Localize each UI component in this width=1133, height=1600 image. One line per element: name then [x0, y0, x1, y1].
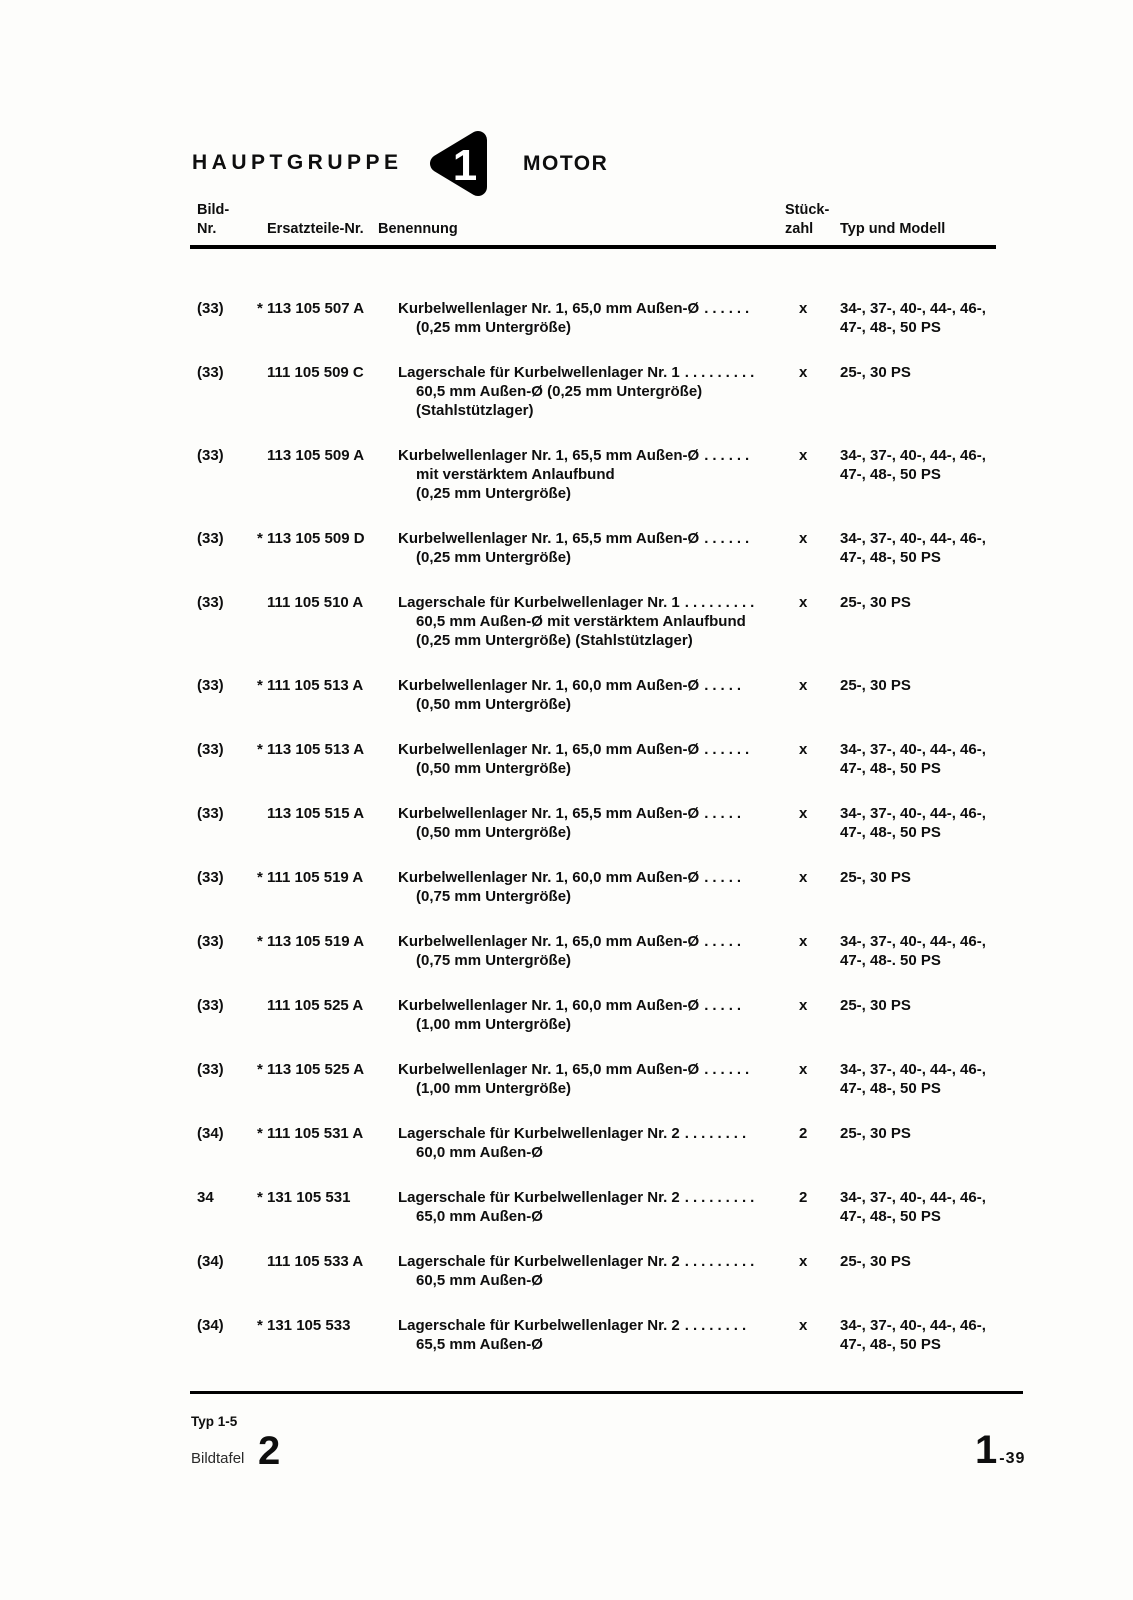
- model-line: 47-, 48-, 50 PS: [840, 319, 941, 336]
- stueckzahl-value: x: [799, 677, 808, 694]
- model-line: 34-, 37-, 40-, 44-, 46-,: [840, 530, 986, 547]
- bild-nr-cell: [193, 804, 255, 823]
- part-name-text: Lagerschale für Kurbelwellenlager Nr. 1: [398, 594, 680, 611]
- stueckzahl-cell: [785, 1316, 840, 1335]
- page-number-rest: -39: [999, 1450, 1026, 1467]
- footer-divider-rule: [190, 1391, 1023, 1394]
- dot-leaders: .........: [684, 364, 759, 381]
- column-header-benennung: Benennung: [378, 221, 458, 237]
- part-number-value: 111 105 519 A: [267, 869, 364, 886]
- part-number-cell: [255, 446, 390, 465]
- bild-nr-cell: [193, 1188, 255, 1207]
- table-row: [193, 996, 1093, 1034]
- part-number-cell: [255, 593, 390, 612]
- model-line: 34-, 37-, 40-, 44-, 46-,: [840, 300, 986, 317]
- benennung-cell: [390, 740, 785, 778]
- benennung-cell: [390, 996, 785, 1034]
- part-name-text: Lagerschale für Kurbelwellenlager Nr. 2: [398, 1253, 680, 1270]
- part-detail-line: (1,00 mm Untergröße): [416, 1016, 572, 1033]
- benennung-cell: [390, 529, 785, 567]
- part-name-line: [398, 1316, 785, 1335]
- model-line: 47-, 48-, 50 PS: [840, 1336, 941, 1353]
- asterisk-mark: *: [257, 741, 263, 758]
- table-row: [193, 676, 1093, 714]
- benennung-cell: [390, 446, 785, 503]
- part-name-text: Lagerschale für Kurbelwellenlager Nr. 1: [398, 364, 680, 381]
- typ-modell-cell: [840, 1316, 1035, 1354]
- part-number-cell: [255, 868, 390, 887]
- typ-modell-cell: [840, 1124, 1035, 1143]
- group-number: 1: [452, 141, 478, 190]
- part-number-cell: [255, 804, 390, 823]
- dot-leaders: .........: [684, 1253, 759, 1270]
- part-detail-line: (1,00 mm Untergröße): [416, 1080, 572, 1097]
- part-name-text: Kurbelwellenlager Nr. 1, 65,5 mm Außen-Ø: [398, 805, 700, 822]
- part-number-value: 113 105 519 A: [267, 933, 365, 950]
- bild-nr-cell: [193, 1124, 255, 1143]
- part-name-text: Kurbelwellenlager Nr. 1, 65,0 mm Außen-Ø: [398, 1061, 700, 1078]
- bild-nr-cell: [193, 868, 255, 887]
- stueckzahl-cell: [785, 740, 840, 759]
- stueckzahl-cell: [785, 932, 840, 951]
- part-number-cell: [255, 932, 390, 951]
- table-row: [193, 299, 1093, 337]
- part-name-text: Kurbelwellenlager Nr. 1, 65,5 mm Außen-Ø: [398, 530, 700, 547]
- part-name-line: [398, 1252, 785, 1271]
- part-number-cell: [255, 996, 390, 1015]
- table-row: [193, 932, 1093, 970]
- table-row: [193, 529, 1093, 567]
- table-row: [193, 363, 1093, 420]
- asterisk-mark: *: [257, 1125, 263, 1142]
- model-line: 47-, 48-, 50 PS: [840, 1080, 941, 1097]
- part-detail-line: 60,5 mm Außen-Ø mit verstärktem Anlaufbund: [416, 613, 746, 630]
- part-name-text: Kurbelwellenlager Nr. 1, 65,0 mm Außen-Ø: [398, 933, 700, 950]
- part-detail-line: (0,75 mm Untergröße): [416, 888, 572, 905]
- part-name-line: [398, 740, 785, 759]
- model-line: 47-, 48-. 50 PS: [840, 952, 941, 969]
- benennung-cell: [390, 363, 785, 420]
- bild-nr-value: (33): [197, 447, 224, 464]
- dot-leaders: .....: [704, 997, 746, 1014]
- model-line: 47-, 48-, 50 PS: [840, 824, 941, 841]
- stueckzahl-cell: [785, 1188, 840, 1207]
- benennung-cell: [390, 868, 785, 906]
- typ-modell-cell: [840, 529, 1035, 567]
- dot-leaders: .....: [704, 805, 746, 822]
- dot-leaders: ......: [704, 1061, 754, 1078]
- part-number-cell: [255, 1252, 390, 1271]
- part-name-line: [398, 363, 785, 382]
- bild-nr-cell: [193, 593, 255, 612]
- stueckzahl-cell: [785, 593, 840, 612]
- stueckzahl-cell: [785, 446, 840, 465]
- part-number-value: 111 105 525 A: [267, 997, 364, 1014]
- stueckzahl-value: x: [799, 1253, 808, 1270]
- asterisk-mark: *: [257, 1061, 263, 1078]
- dot-leaders: .....: [704, 869, 746, 886]
- dot-leaders: .........: [684, 594, 759, 611]
- part-number-value: 111 105 509 C: [267, 364, 364, 381]
- part-detail-line: (Stahlstützlager): [416, 402, 534, 419]
- column-header-typ-modell: Typ und Modell: [840, 221, 946, 237]
- model-line: 47-, 48-, 50 PS: [840, 760, 941, 777]
- main-group-label: HAUPTGRUPPE: [192, 151, 403, 174]
- bild-nr-cell: [193, 996, 255, 1015]
- part-name-text: Kurbelwellenlager Nr. 1, 60,0 mm Außen-Ø: [398, 997, 700, 1014]
- part-name-line: [398, 593, 785, 612]
- table-row: [193, 1316, 1093, 1354]
- part-number-value: 111 105 533 A: [267, 1253, 364, 1270]
- part-name-text: Lagerschale für Kurbelwellenlager Nr. 2: [398, 1125, 680, 1142]
- part-name-line: [398, 529, 785, 548]
- group-number-badge: [428, 127, 490, 200]
- bild-nr-value: (33): [197, 933, 224, 950]
- part-number-cell: [255, 1188, 390, 1207]
- part-name-text: Lagerschale für Kurbelwellenlager Nr. 2: [398, 1317, 680, 1334]
- bild-nr-value: (33): [197, 530, 224, 547]
- part-number-value: 113 105 507 A: [267, 300, 365, 317]
- parts-table-body: [193, 299, 1093, 1354]
- part-name-line: [398, 996, 785, 1015]
- benennung-cell: [390, 1252, 785, 1290]
- page-number: [975, 1430, 1025, 1470]
- stueckzahl-cell: [785, 1124, 840, 1143]
- model-line: 25-, 30 PS: [840, 1253, 911, 1270]
- part-name-line: [398, 868, 785, 887]
- stueckzahl-value: x: [799, 869, 808, 886]
- table-row: [193, 1188, 1093, 1226]
- stueckzahl-cell: [785, 996, 840, 1015]
- stueckzahl-value: x: [799, 364, 808, 381]
- part-detail-line: 65,0 mm Außen-Ø: [416, 1208, 543, 1225]
- bild-nr-cell: [193, 1316, 255, 1335]
- asterisk-mark: *: [257, 1189, 263, 1206]
- table-column-headers: [193, 201, 1035, 239]
- model-line: 34-, 37-, 40-, 44-, 46-,: [840, 1061, 986, 1078]
- part-detail-line: (0,50 mm Untergröße): [416, 824, 572, 841]
- model-line: 34-, 37-, 40-, 44-, 46-,: [840, 805, 986, 822]
- part-number-cell: [255, 1316, 390, 1335]
- model-line: 47-, 48-, 50 PS: [840, 1208, 941, 1225]
- typ-modell-cell: [840, 804, 1035, 842]
- stueckzahl-cell: [785, 363, 840, 382]
- stueckzahl-cell: [785, 529, 840, 548]
- typ-modell-cell: [840, 299, 1035, 337]
- model-line: 34-, 37-, 40-, 44-, 46-,: [840, 1317, 986, 1334]
- group-title: MOTOR: [523, 152, 609, 175]
- part-name-text: Kurbelwellenlager Nr. 1, 60,0 mm Außen-Ø: [398, 677, 700, 694]
- header-divider-rule: [190, 245, 996, 249]
- part-number-value: 113 105 509 A: [267, 447, 365, 464]
- model-line: 34-, 37-, 40-, 44-, 46-,: [840, 933, 986, 950]
- part-number-cell: [255, 529, 390, 548]
- part-detail-line: (0,25 mm Untergröße): [416, 549, 572, 566]
- part-number-cell: [255, 1060, 390, 1079]
- bild-nr-cell: [193, 1252, 255, 1271]
- part-detail-line: (0,75 mm Untergröße): [416, 952, 572, 969]
- asterisk-mark: *: [257, 300, 263, 317]
- part-name-text: Lagerschale für Kurbelwellenlager Nr. 2: [398, 1189, 680, 1206]
- typ-modell-cell: [840, 740, 1035, 778]
- stueckzahl-value: 2: [799, 1125, 808, 1142]
- table-row: [193, 593, 1093, 650]
- typ-modell-cell: [840, 363, 1035, 382]
- stueckzahl-cell: [785, 1060, 840, 1079]
- bild-nr-cell: [193, 299, 255, 318]
- benennung-cell: [390, 593, 785, 650]
- part-detail-line: (0,25 mm Untergröße) (Stahlstützlager): [416, 632, 693, 649]
- typ-modell-cell: [840, 446, 1035, 484]
- model-line: 34-, 37-, 40-, 44-, 46-,: [840, 1189, 986, 1206]
- bild-nr-value: (33): [197, 741, 224, 758]
- dot-leaders: .....: [704, 677, 746, 694]
- bild-nr-value: (33): [197, 1061, 224, 1078]
- part-number-value: 113 105 513 A: [267, 741, 365, 758]
- benennung-cell: [390, 932, 785, 970]
- table-row: [193, 1252, 1093, 1290]
- asterisk-mark: *: [257, 530, 263, 547]
- dot-leaders: .....: [704, 933, 746, 950]
- stueckzahl-cell: [785, 676, 840, 695]
- benennung-cell: [390, 1060, 785, 1098]
- dot-leaders: .........: [684, 1189, 759, 1206]
- table-row: [193, 740, 1093, 778]
- bild-nr-cell: [193, 363, 255, 382]
- bild-nr-value: (33): [197, 364, 224, 381]
- asterisk-mark: *: [257, 677, 263, 694]
- benennung-cell: [390, 804, 785, 842]
- stueckzahl-value: x: [799, 447, 808, 464]
- part-name-line: [398, 1188, 785, 1207]
- part-number-value: 113 105 515 A: [267, 805, 365, 822]
- stueckzahl-value: x: [799, 1317, 808, 1334]
- model-line: 34-, 37-, 40-, 44-, 46-,: [840, 447, 986, 464]
- stueckzahl-value: x: [799, 997, 808, 1014]
- bild-nr-value: (33): [197, 594, 224, 611]
- model-line: 47-, 48-, 50 PS: [840, 466, 941, 483]
- part-name-line: [398, 932, 785, 951]
- part-number-cell: [255, 299, 390, 318]
- stueckzahl-value: x: [799, 594, 808, 611]
- typ-modell-cell: [840, 1188, 1035, 1226]
- bild-nr-cell: [193, 1060, 255, 1079]
- stueckzahl-value: x: [799, 741, 808, 758]
- column-header-ersatzteile-nr: Ersatzteile-Nr.: [267, 221, 364, 237]
- part-name-line: [398, 804, 785, 823]
- stueckzahl-cell: [785, 299, 840, 318]
- typ-modell-cell: [840, 1060, 1035, 1098]
- stueckzahl-value: x: [799, 933, 808, 950]
- benennung-cell: [390, 1316, 785, 1354]
- table-row: [193, 868, 1093, 906]
- table-row: [193, 804, 1093, 842]
- part-detail-line: (0,50 mm Untergröße): [416, 696, 572, 713]
- part-number-value: 131 105 533: [267, 1317, 351, 1334]
- dot-leaders: ......: [704, 741, 754, 758]
- asterisk-mark: *: [257, 869, 263, 886]
- typ-modell-cell: [840, 676, 1035, 695]
- dot-leaders: ......: [704, 447, 754, 464]
- stueckzahl-value: x: [799, 530, 808, 547]
- model-line: 25-, 30 PS: [840, 677, 911, 694]
- bild-nr-cell: [193, 676, 255, 695]
- bild-nr-cell: [193, 529, 255, 548]
- part-number-value: 111 105 531 A: [267, 1125, 364, 1142]
- model-line: 25-, 30 PS: [840, 1125, 911, 1142]
- benennung-cell: [390, 676, 785, 714]
- typ-modell-cell: [840, 932, 1035, 970]
- bild-nr-value: 34: [197, 1189, 214, 1206]
- dot-leaders: ........: [684, 1125, 751, 1142]
- bild-nr-value: (33): [197, 677, 224, 694]
- bildtafel-number: 2: [258, 1429, 281, 1473]
- model-line: 25-, 30 PS: [840, 869, 911, 886]
- bild-nr-value: (33): [197, 869, 224, 886]
- bild-nr-cell: [193, 446, 255, 465]
- part-detail-line: 65,5 mm Außen-Ø: [416, 1336, 543, 1353]
- part-detail-line: (0,25 mm Untergröße): [416, 319, 572, 336]
- part-name-text: Kurbelwellenlager Nr. 1, 65,0 mm Außen-Ø: [398, 300, 700, 317]
- bild-nr-value: (33): [197, 805, 224, 822]
- typ-modell-cell: [840, 868, 1035, 887]
- typ-modell-cell: [840, 593, 1035, 612]
- benennung-cell: [390, 1124, 785, 1162]
- part-name-line: [398, 299, 785, 318]
- bild-nr-value: (34): [197, 1253, 224, 1270]
- dot-leaders: ......: [704, 530, 754, 547]
- bild-nr-value: (33): [197, 300, 224, 317]
- stueckzahl-value: x: [799, 300, 808, 317]
- stueckzahl-cell: [785, 804, 840, 823]
- part-name-line: [398, 676, 785, 695]
- bildtafel-label: Bildtafel: [191, 1450, 245, 1467]
- part-name-line: [398, 446, 785, 465]
- model-line: 25-, 30 PS: [840, 997, 911, 1014]
- part-number-cell: [255, 676, 390, 695]
- stueckzahl-value: x: [799, 1061, 808, 1078]
- dot-leaders: ......: [704, 300, 754, 317]
- part-number-cell: [255, 740, 390, 759]
- part-detail-line: 60,0 mm Außen-Ø: [416, 1144, 543, 1161]
- bild-nr-cell: [193, 740, 255, 759]
- benennung-cell: [390, 1188, 785, 1226]
- table-row: [193, 446, 1093, 503]
- bild-nr-value: (33): [197, 997, 224, 1014]
- stueckzahl-cell: [785, 868, 840, 887]
- stueckzahl-value: x: [799, 805, 808, 822]
- column-header-bild-nr: Bild- Nr.: [197, 202, 230, 237]
- page-number-main: 1: [975, 1428, 998, 1472]
- part-number-value: 131 105 531: [267, 1189, 351, 1206]
- stueckzahl-value: 2: [799, 1189, 808, 1206]
- part-name-text: Kurbelwellenlager Nr. 1, 65,5 mm Außen-Ø: [398, 447, 700, 464]
- bild-nr-cell: [193, 932, 255, 951]
- bild-nr-value: (34): [197, 1125, 224, 1142]
- asterisk-mark: *: [257, 933, 263, 950]
- model-line: 25-, 30 PS: [840, 594, 911, 611]
- typ-modell-cell: [840, 1252, 1035, 1271]
- model-line: 47-, 48-, 50 PS: [840, 549, 941, 566]
- part-detail-line: 60,5 mm Außen-Ø (0,25 mm Untergröße): [416, 383, 703, 400]
- part-detail-line: (0,50 mm Untergröße): [416, 760, 572, 777]
- part-number-value: 113 105 509 D: [267, 530, 365, 547]
- benennung-cell: [390, 299, 785, 337]
- column-header-stueckzahl: Stück- zahl: [785, 202, 830, 237]
- part-detail-line: 60,5 mm Außen-Ø: [416, 1272, 543, 1289]
- part-name-text: Kurbelwellenlager Nr. 1, 60,0 mm Außen-Ø: [398, 869, 700, 886]
- typ-modell-cell: [840, 996, 1035, 1015]
- part-detail-line: (0,25 mm Untergröße): [416, 485, 572, 502]
- model-line: 25-, 30 PS: [840, 364, 911, 381]
- stueckzahl-cell: [785, 1252, 840, 1271]
- dot-leaders: ........: [684, 1317, 751, 1334]
- typ-range-label: Typ 1-5: [191, 1414, 238, 1429]
- part-name-line: [398, 1060, 785, 1079]
- part-detail-line: mit verstärktem Anlaufbund: [416, 466, 615, 483]
- model-line: 34-, 37-, 40-, 44-, 46-,: [840, 741, 986, 758]
- part-number-cell: [255, 1124, 390, 1143]
- part-name-text: Kurbelwellenlager Nr. 1, 65,0 mm Außen-Ø: [398, 741, 700, 758]
- table-row: [193, 1124, 1093, 1162]
- part-number-value: 111 105 510 A: [267, 594, 364, 611]
- table-row: [193, 1060, 1093, 1098]
- left-arrow-badge-icon: [428, 127, 490, 200]
- asterisk-mark: *: [257, 1317, 263, 1334]
- part-name-line: [398, 1124, 785, 1143]
- bild-nr-value: (34): [197, 1317, 224, 1334]
- part-number-cell: [255, 363, 390, 382]
- part-number-value: 111 105 513 A: [267, 677, 364, 694]
- part-number-value: 113 105 525 A: [267, 1061, 365, 1078]
